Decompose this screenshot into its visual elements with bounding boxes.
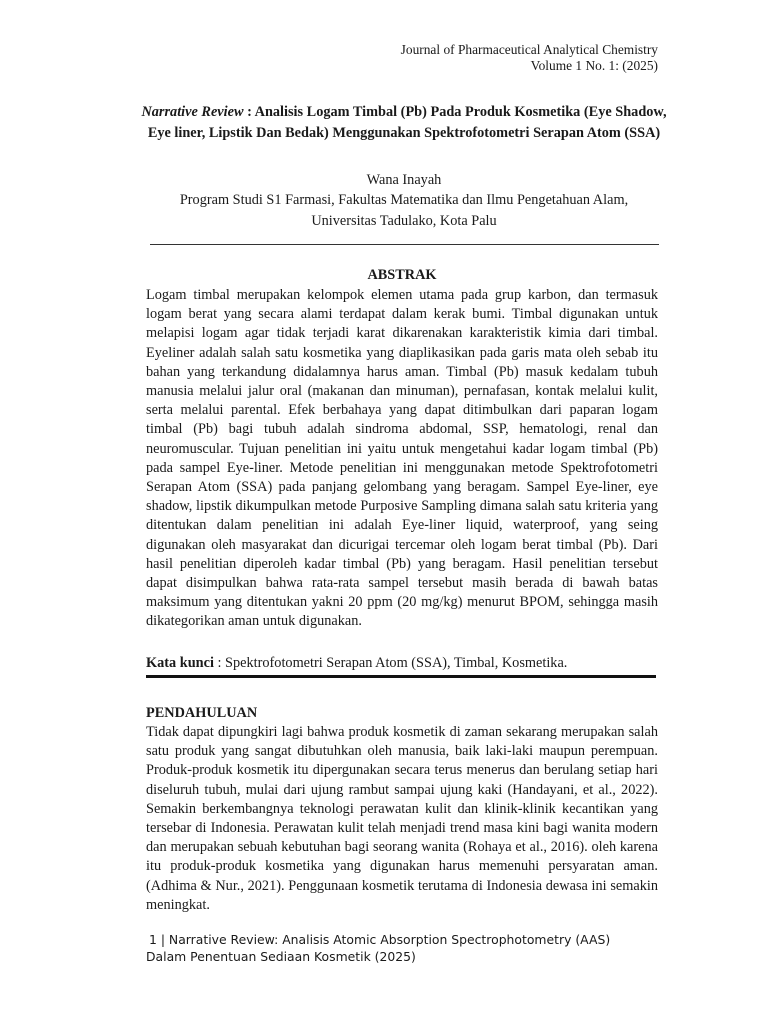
abstract-text: Logam timbal merupakan kelompok elemen utama pada grup karbon, dan termasuk logam berat yang secara alami terdapat dalam kerak bumi. Timbal digunakan untuk melapisi logam agar tidak terjadi karat dikarenakan karakteristik kimia dari timbal. Eyeliner adalah salah satu kosmetika yang diaplikasikan pada garis mata oleh sebab itu bahan yang terkandung didalamnya harus aman. Timbal (Pb) masuk kedalam tubuh manusia melalui jalur oral (makanan dan minuman), pernafasan, kontak melalui kulit, serta melalui parental. Efek berbahaya yang dapat ditimbulkan dari paparan logam timbal (Pb) bagi tubuh adalah sindroma abdomal, SSP, hematologi, renal dan neuromuscular. Tujuan penelitian ini yaitu untuk mengetahui kadar logam timbal (Pb) pada sampel Eye-liner. Metode penelitian ini menggunakan metode Spektrofotometri Serapan Atom (SSA) pada panjang gelombang yang beragam. Sampel Eye-liner, eye shadow, lipstik dikumpulkan metode Purposive Sampling dimana salah satu kriteria yang ditentukan dalam penelitian ini adalah Eye-liner liquid, waterproof, yang seing digunakan oleh masyarakat dan dicurigai tercemar oleh logam berat timbal (Pb). Dari hasil penelitian diperoleh kadar timbal (Pb) yang beragam. Hasil penelitian tersebut dapat disimpulkan bahwa rata-rata sampel tersebut masih berada di bawah batas maksimum yang ditentukan yakni 20 ppm (20 mg/kg) menurut BPOM, sehingga masih dikategorikan aman untuk digunakan. [146,287,658,630]
affiliation-line-1: Program Studi S1 Farmasi, Fakultas Matematika dan Ilmu Pengetahuan Alam, [179,192,629,208]
journal-volume: Volume 1 No. 1: (2025) [530,57,658,73]
keywords-text: : Spektrofotometri Serapan Atom (SSA), Timbal, Kosmetika. [213,655,568,671]
footer-line-1: 1 | Narrative Review: Analisis Atomic Absorption Spectrophotometry (AAS) [149,932,611,947]
article-title [140,102,668,144]
keywords-label: Kata kunci [146,655,214,671]
title-separator: : [243,104,255,120]
section-divider [146,675,656,678]
abstract-heading: ABSTRAK [367,267,437,283]
journal-header [401,42,658,73]
page-footer [146,931,666,965]
introduction-heading: PENDAHULUAN [146,705,258,721]
affiliation-line-2: Universitas Tadulako, Kota Palu [311,213,497,229]
title-lead: Narrative Review [141,104,244,120]
author-name: Wana Inayah [366,172,442,188]
journal-name: Journal of Pharmaceutical Analytical Chemistry [400,42,658,57]
introduction-text: Tidak dapat dipungkiri lagi bahwa produk kosmetik di zaman sekarang merupakan salah satu produk yang sangat dibutuhkan oleh manusia, baik laki-laki maupun perempuan. Produk-produk kosmetik itu dipergunakan secara terus menerus dan berulang setiap hari diseluruh tubuh, mulai dari ujung rambut sampai ujung kaki (Handayani, et al., 2022). Semakin berkembangnya teknologi perawatan kulit dan klinik-klinik kecantikan yang tersebar di Indonesia. Perawatan kulit telah menjadi trend masa kini bagi wanita modern dan merupakan sebuah kebutuhan bagi seorang wanita (Rohaya et al., 2016). oleh karena itu produk-produk kosmetika yang digunakan harus memenuhi persyaratan aman. (Adhima & Nur., 2021). Penggunaan kosmetik terutama di Indonesia dewasa ini semakin meningkat. [146,724,658,913]
author-affiliation [140,190,668,232]
title-main: Analisis Logam Timbal (Pb) Pada Produk Kosmetika (Eye Shadow, Eye liner, Lipstik Dan Bedak) Menggunakan Spektrofotometri Serapan Atom (SSA) [147,104,667,141]
header-divider [150,244,659,245]
keywords [146,654,658,673]
footer-line-2: Dalam Penentuan Sediaan Kosmetik (2025) [146,949,416,964]
